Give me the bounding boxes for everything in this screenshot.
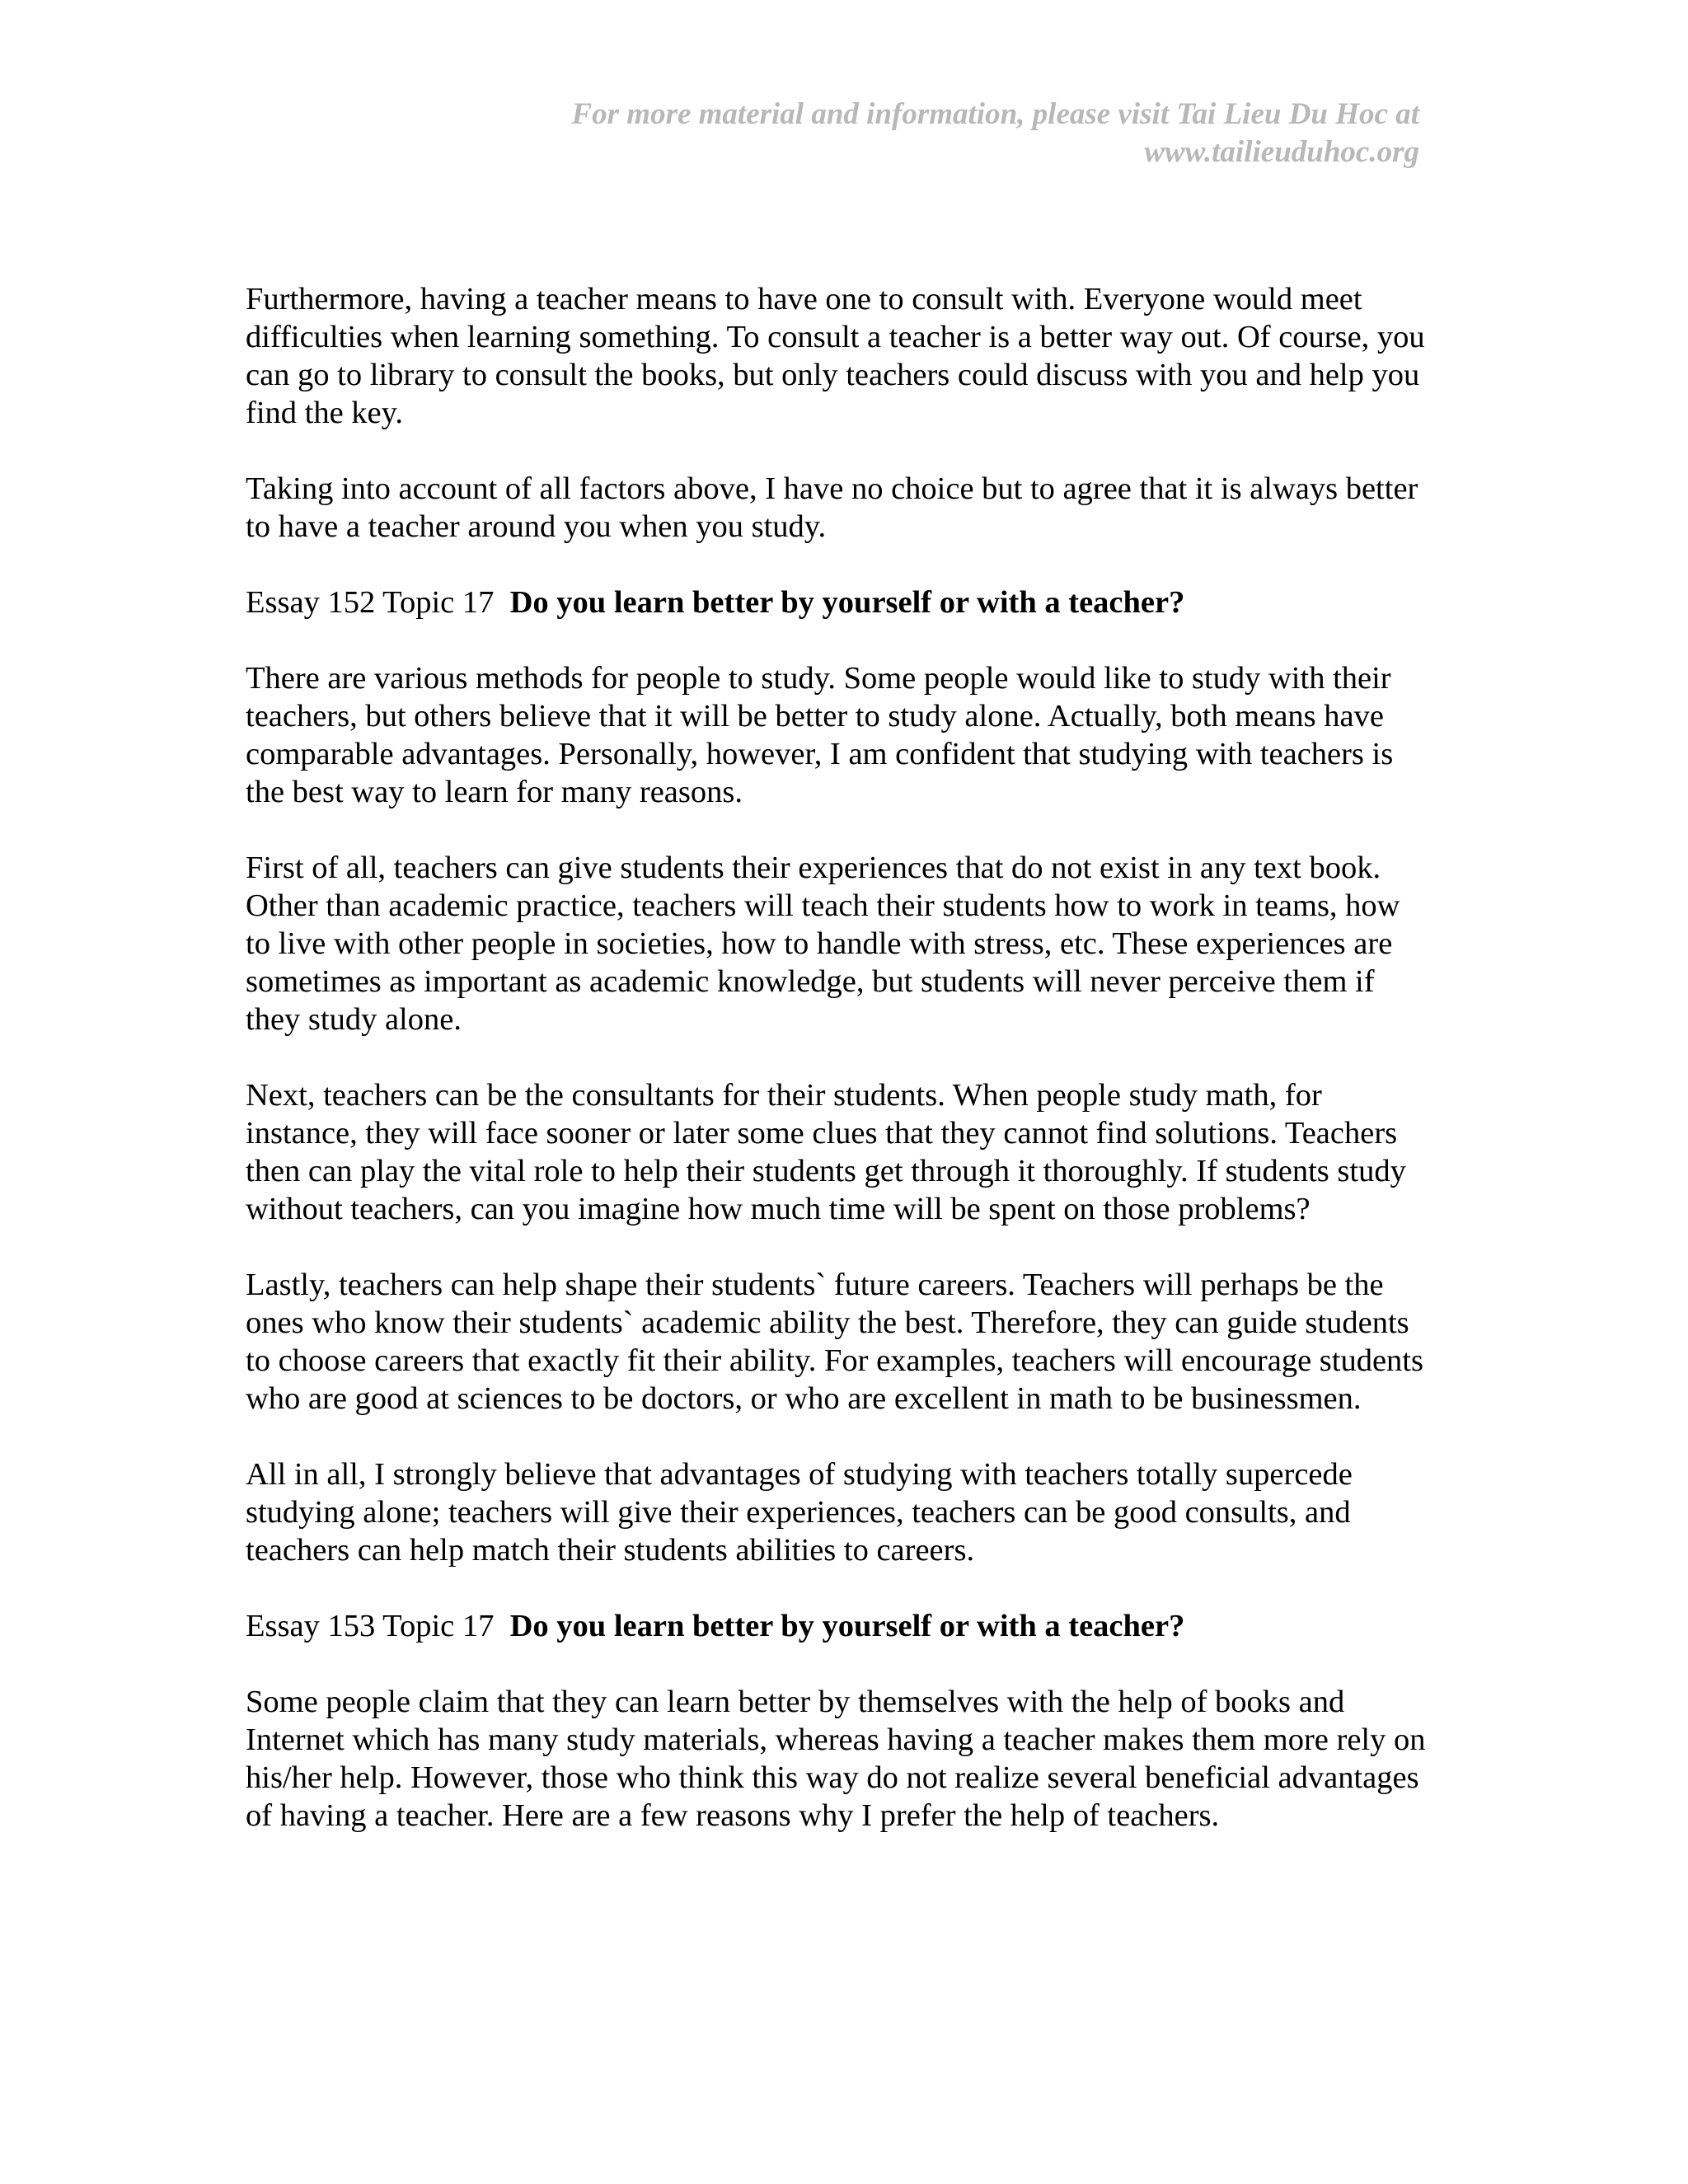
essay-152-paragraph-3: Next, teachers can be the consultants for their students. When people study math, for instance, they will face sooner or later some clues that they cannot find solutions. Teachers then can play the vital role to help their students get through it thoroughly. If students study without teachers, can you imagine how much time will be spent on those problems? xyxy=(246,1078,1406,1226)
header-note-line-1: For more material and information, please visit Tai Lieu Du Hoc at xyxy=(571,97,1419,131)
document-body xyxy=(246,280,1432,1872)
essay-153-paragraph-1: Some people claim that they can learn better by themselves with the help of books and Internet which has many study materials, whereas having a teacher makes them more rely on his/her help. However, those who think this way do not realize several beneficial advantages of having a teacher. Here are a few reasons why I prefer the help of teachers. xyxy=(246,1685,1426,1833)
paragraph-conclusion: Taking into account of all factors above, I have no choice but to agree that it is always better to have a teacher around you when you study. xyxy=(246,471,1418,544)
essay-153-label: Essay 153 Topic 17 xyxy=(246,1609,495,1643)
essay-152-paragraph-5: All in all, I strongly believe that advantages of studying with teachers totally supercede studying alone; teachers will give their experiences, teachers can be good consults, and teachers can help match their students abilities to careers. xyxy=(246,1457,1353,1568)
essay-152-heading xyxy=(246,583,1432,621)
essay-152-label: Essay 152 Topic 17 xyxy=(246,585,495,620)
header-note-line-2: www.tailieuduhoc.org xyxy=(1144,135,1419,169)
essay-152-paragraph-1: There are various methods for people to study. Some people would like to study with their teachers, but others believe that it will be better to study alone. Actually, both means have comparable advantages. Personally, however, I am confident that studying with teachers is the best way to learn for many reasons. xyxy=(246,661,1394,809)
header-note xyxy=(430,96,1419,171)
essay-152-paragraph-4: Lastly, teachers can help shape their students` future careers. Teachers will perhaps be the ones who know their students` academic ability the best. Therefore, they can guide students to choose careers that exactly fit their ability. For examples, teachers will encourage students who are good at sciences to be doctors, or who are excellent in math to be businessmen. xyxy=(246,1268,1423,1416)
essay-153-question: Do you learn better by yourself or with a teacher? xyxy=(509,1609,1185,1643)
essay-152-paragraph-2: First of all, teachers can give students their experiences that do not exist in any text book. Other than academic practice, teachers will teach their students how to work in teams, how to live with other people in societies, how to handle with stress, etc. These experiences are sometimes as important as academic knowledge, but students will never perceive them if they study alone. xyxy=(246,851,1400,1037)
paragraph-consult-teacher: Furthermore, having a teacher means to have one to consult with. Everyone would meet difficulties when learning something. To consult a teacher is a better way out. Of course, you can go to library to consult the books, but only teachers could discuss with you and help you find the key. xyxy=(246,282,1425,430)
essay-153-heading xyxy=(246,1607,1432,1645)
essay-152-question: Do you learn better by yourself or with a teacher? xyxy=(509,585,1185,620)
